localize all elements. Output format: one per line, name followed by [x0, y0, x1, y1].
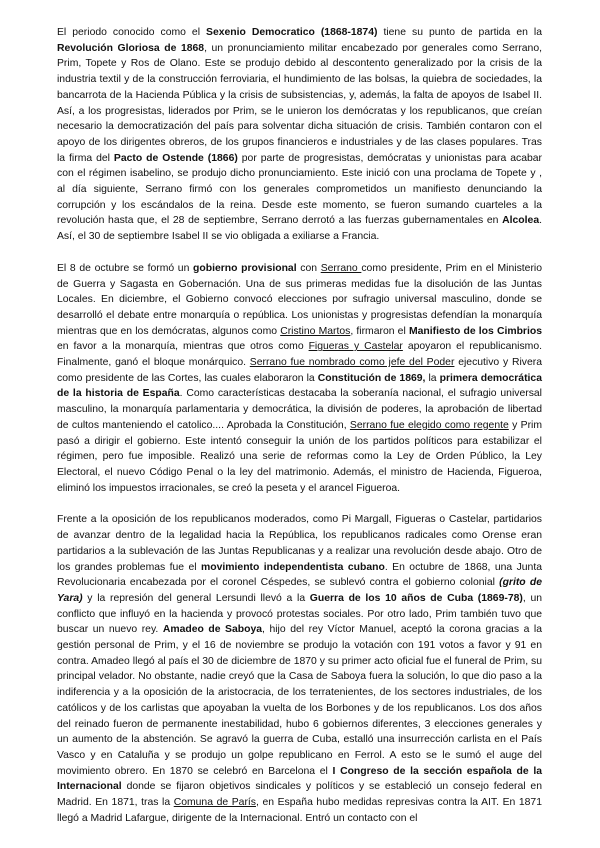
text-run: tiene su punto de partida en la — [377, 27, 542, 38]
text-run: , un pronunciamiento militar encabezado por generales como Serrano, Prim, Topete y Ros de Olano. Este se produjo debido al descontento generalizado por la crisis de la industria textil y de la construcción ferroviaria, el hundimiento de las bolsas, la quiebra de sociedades, la bancarrota de la Hacienda Pública y la crisis de subsistencias, y, además, la falta de apoyos de Isabel II. Así, a los progresistas, liderados por Prim, se le unieron los demócratas y los republicanos, que creían necesario la democratización del país para solventar dicha situación de crisis. También contaron con el apoyo de los dirigentes obreros, de los grupos financieros e industriales y de las clases populares. Tras la firma del — [57, 42, 542, 164]
text-run: como presidente, Prim en el Ministerio de Guerra y Sagasta en Gobernación. Una de sus primeras medidas fue la disolución de las Juntas Locales. En diciembre, el Gobierno convocó elecciones por sufragio universal masculino, donde se desarrolló el debate entre monarquía o república. Los unionistas y progresistas defendían la monarquía mientras que en los demócratas, algunos como — [57, 262, 542, 337]
text-run: , hijo del rey Víctor Manuel, aceptó la corona gracias a la gestión personal de Prim, y el 16 de noviembre se produjo la votación con 191 votos a favor y 91 en contra. Amadeo llegó al país el 30 de diciembre de 1870 y su primer acto oficial fue el funeral de Prim, su principal velador. No obstante, nadie creyó que la Casa de Saboya fuera la solución, lo que dio paso a la indiferencia y a la oposición de la aristocracia, de los terratenientes, de los sectores industriales, de los católicos y de los carlistas que apoyaban la vuelta de los Borbones y de los republicanos. Los dos años del reinado fueron de permanente inestabilidad, hubo 6 gobiernos diferentes, 3 elecciones generales y un aumento de la abstención. Se agravó la guerra de Cuba, estalló una insurrección carlista en el País Vasco y en Cataluña y se produjo un golpe republicano en Ferrol. A esto se le sumó el auge del movimiento obrero. En 1870 se celebró en Barcelona el — [57, 624, 543, 777]
underlined-phrase: Serrano fue nombrado como jefe del Poder — [249, 357, 455, 369]
text-run: apoyaron el republicanismo. Finalmente, ganó el bloque monárquico. — [57, 341, 542, 369]
text-run: . Como características destacaba la soberanía nacional, el sufragio universal masculino, la monarquía parlamentaria y democrática, la división de poderes, la aprobación de libertad de cultos manteniendo el catolico.... Aprobada la Constitución, — [57, 388, 542, 431]
paragraph-1 — [57, 25, 542, 245]
text-run: El periodo conocido como el — [57, 27, 207, 38]
underlined-phrase: Serrano — [320, 262, 362, 274]
text-run: ejecutivo y Rivera como presidente de las Cortes, las cuales elaboraron la — [57, 357, 542, 384]
underlined-phrase: Cristino Martos — [280, 325, 351, 337]
bold-phrase: Alcolea — [502, 215, 540, 227]
paragraph-3 — [57, 512, 542, 826]
underlined-phrase: Comuna de París — [173, 797, 256, 809]
bold-phrase: Pacto de Ostende (1866) — [113, 152, 238, 164]
text-run: la — [425, 372, 440, 384]
bold-phrase: Revolución Gloriosa de 1868 — [57, 42, 205, 54]
text-run: El 8 de octubre se formó un — [57, 262, 194, 274]
text-run: y la represión del general Lersundi llevó a la — [82, 592, 310, 604]
bold-phrase: Manifiesto de los Cimbrios — [408, 325, 542, 337]
paragraph-2 — [57, 261, 542, 497]
text-run: en favor a la monarquía, mientras que otros como — [57, 341, 309, 353]
bold-phrase: Amadeo de Saboya — [162, 624, 263, 636]
underlined-phrase: Serrano fue elegido como regente — [349, 419, 509, 431]
text-run: . Así, el 30 de septiembre Isabel II se vio obligada a exiliarse a Francia. — [57, 215, 542, 243]
bold-phrase: Sexenio Democratico (1868-1874) — [206, 27, 378, 38]
bold-phrase: Guerra de los 10 años de Cuba (1869-78) — [309, 592, 523, 604]
bold-phrase: gobierno provisional — [193, 262, 297, 274]
text-run: , firmaron el — [350, 325, 409, 337]
text-run: . En octubre de 1868, una Junta Revolucionaria encabezada por el coronel Céspedes, se sublevó contra el gobierno colonial — [57, 561, 543, 589]
bold-phrase: Constitución de 1869, — [317, 372, 426, 384]
bold-italic-phrase: (grito de Yara) — [57, 577, 542, 604]
document-body — [57, 25, 542, 842]
bold-phrase: primera democrática de la historia de España — [57, 372, 542, 400]
text-run: con — [296, 262, 321, 274]
text-run: Frente a la oposición de los republicanos moderados, como Pi Margall, Figueras o Castelar, partidarios de avanzar dentro de la legalidad hacia la República, los republicanos radicales como Orense eran partidarios a la sublevación de las Juntas Republicanas y a realizar una revolución desde abajo. Otro de los grandes problemas fue el — [57, 514, 542, 573]
text-run: , en España hubo medidas represivas contra la AIT. En 1871 llegó a Madrid Lafargue, dirigente de la Internacional. Entró un contacto con el — [57, 797, 542, 824]
text-run: por parte de progresistas, demócratas y unionistas para acabar con el régimen isabelino, se produjo dicho pronunciamiento. Este inició con una proclama de Topete y , al día siguiente, Serrano firmó con los generales comprometidos un manifiesto denunciando la corrupción y los escándalos de la reina. Desde este momento, se fueron sumando cuarteles a la revolución hasta que, el 28 de septiembre, Serrano derrotó a las fuerzas gubernamentales en — [57, 152, 542, 227]
bold-phrase: I Congreso de la sección española de la Internacional — [57, 765, 542, 793]
text-run: y Prim pasó a dirigir el gobierno. Este intentó conseguir la unión de los partidos políticos para estabilizar el régimen, pero fue imposible. Realizó una serie de reformas como la Ley de Orden Público, la Ley Electoral, el nuevo Código Penal o la ley del matrimonio. Además, el ministro de Hacienda, Figueroa, eliminó los impuestos irracionales, se creó la peseta y el arancel Figueroa. — [57, 419, 542, 494]
bold-phrase: movimiento independentista cubano — [201, 561, 385, 573]
text-run: , un conflicto que influyó en la hacienda y provocó protestas sociales. Por otro lado, Prim también tuvo que buscar un nuevo rey. — [57, 592, 542, 636]
text-run: donde se fijaron objetivos sindicales y políticos y se estableció un consejo federal en Madrid. En 1871, tras la — [57, 781, 542, 809]
underlined-phrase: Figueras y Castelar — [308, 341, 403, 353]
